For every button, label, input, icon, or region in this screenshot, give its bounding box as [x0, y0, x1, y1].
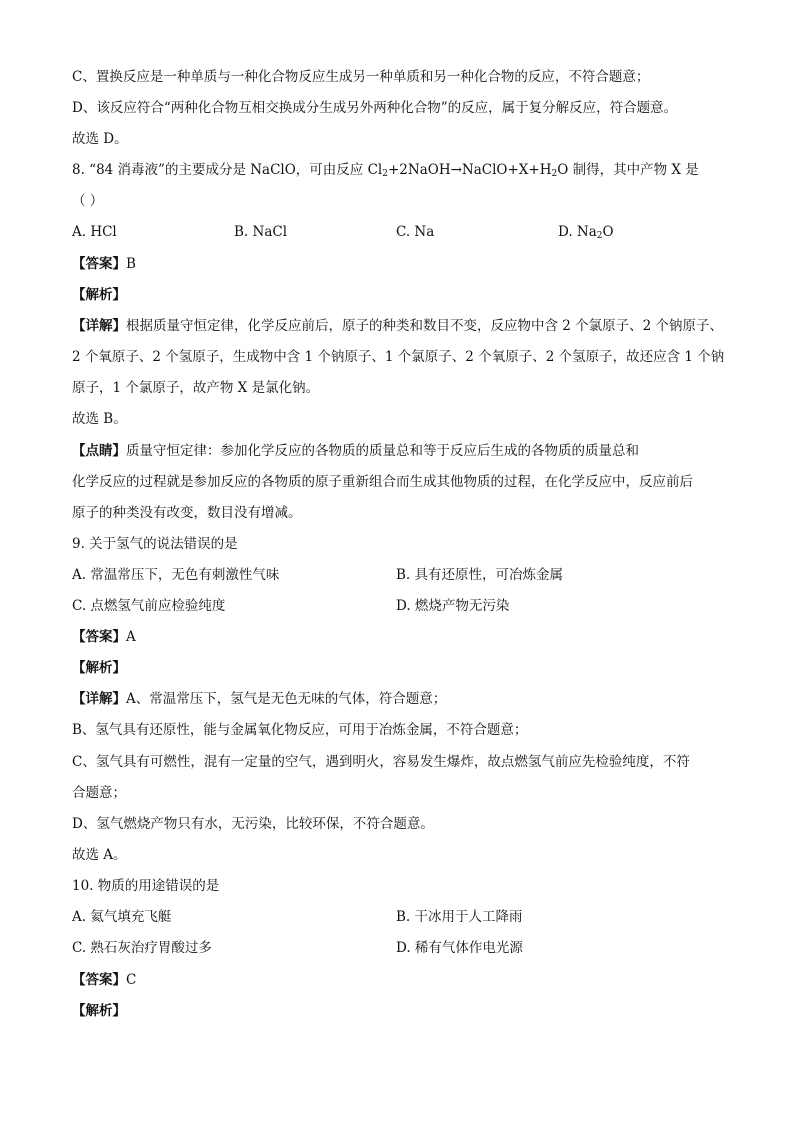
q9-answer-tag: 【答案】 — [72, 629, 126, 645]
q8-cl-subscript: 2 — [382, 169, 388, 179]
q8-h-subscript: 2 — [551, 169, 558, 179]
q8-option-d — [558, 222, 614, 242]
q10-option-a: A. 氦气填充飞艇 — [72, 909, 172, 925]
q9-option-c: C. 点燃氢气前应检验纯度 — [72, 598, 226, 614]
q9-detail-b: B、氢气具有还原性，能与金属氧化物反应，可用于冶炼金属，不符合题意； — [72, 722, 528, 738]
q8-answer-value: B — [126, 256, 136, 272]
prev-option-c-explanation: C、置换反应是一种单质与一种化合物反应生成另一种单质和另一种化合物的反应，不符合题意； — [72, 69, 650, 85]
q8-stem-part-c: O 制得，其中产物 X 是 — [557, 162, 699, 178]
q8-answer-tag: 【答案】 — [72, 256, 126, 272]
q8-detail-line-3: 原子，1 个氯原子，故产物 X 是氯化钠。 — [72, 380, 320, 396]
q9-detail-d: D、氢气燃烧产物只有水，无污染，比较环保，不符合题意。 — [72, 816, 434, 832]
q9-stem: 9. 关于氢气的说法错误的是 — [72, 536, 238, 552]
q8-answer — [72, 254, 136, 274]
q8-option-d-pre: D. Na — [558, 224, 597, 240]
q10-stem: 10. 物质的用途错误的是 — [72, 878, 220, 894]
q8-paren: （ ） — [72, 193, 104, 209]
q8-point-text-1: 质量守恒定律：参加化学反应的各物质的质量总和等于反应后生成的各物质的质量总和 — [126, 443, 639, 459]
q9-detail-tag: 【详解】 — [72, 691, 126, 707]
q10-analysis-tag: 【解析】 — [72, 1003, 126, 1019]
prev-option-d-explanation: D、该反应符合“两种化合物互相交换成分生成另外两种化合物”的反应，属于复分解反应，符合题意。 — [72, 100, 678, 116]
q9-detail-c-line-1: C、氢气具有可燃性，混有一定量的空气，遇到明火，容易发生爆炸，故点燃氢气前应先检验纯度，不符 — [72, 754, 690, 770]
q10-answer-value: C — [126, 972, 137, 988]
q8-option-c: C. Na — [396, 224, 435, 240]
q8-detail-text-1: 根据质量守恒定律，化学反应前后，原子的种类和数目不变，反应物中含 2 个氯原子、2 个钠原子、 — [126, 318, 724, 334]
q9-option-d: D. 燃烧产物无污染 — [396, 598, 510, 614]
q8-option-a: A. HCl — [72, 224, 117, 240]
q8-detail-line-1 — [72, 316, 723, 336]
q8-option-d-subscript: 2 — [596, 231, 603, 241]
q8-choose: 故选 B。 — [72, 411, 127, 427]
q8-point-line-2: 化学反应的过程就是参加反应的各物质的原子重新组合而生成其他物质的过程，在化学反应中，反应前后 — [72, 474, 693, 490]
q9-detail-c-line-2: 合题意； — [72, 785, 126, 801]
q8-point-line-3: 原子的种类没有改变，数目没有增减。 — [72, 505, 302, 521]
q8-stem-part-a: 8. “84 消毒液”的主要成分是 NaClO，可由反应 Cl — [72, 162, 383, 178]
q9-detail-a-text: A、常温常压下，氢气是无色无味的气体，符合题意； — [126, 691, 447, 707]
q8-stem-part-b: +2NaOH→NaClO+X+H — [387, 162, 552, 178]
q10-answer-tag: 【答案】 — [72, 972, 126, 988]
q8-analysis-tag: 【解析】 — [72, 287, 126, 303]
q9-answer-value: A — [126, 629, 136, 645]
prev-choose: 故选 D。 — [72, 131, 128, 147]
q10-option-b: B. 干冰用于人工降雨 — [396, 909, 523, 925]
q8-stem — [72, 160, 699, 180]
q9-detail-a — [72, 689, 446, 709]
q10-answer — [72, 970, 136, 990]
q10-option-d: D. 稀有气体作电光源 — [396, 940, 523, 956]
q8-point-tag: 【点睛】 — [72, 443, 126, 459]
q9-option-b: B. 具有还原性，可冶炼金属 — [396, 567, 564, 583]
q8-point-line-1 — [72, 441, 639, 461]
q8-option-d-post: O — [602, 224, 614, 240]
q10-option-c: C. 熟石灰治疗胃酸过多 — [72, 940, 212, 956]
q8-detail-line-2: 2 个氧原子、2 个氢原子，生成物中含 1 个钠原子、1 个氯原子、2 个氧原子、2 个氢原子，故还应含 1 个钠 — [72, 349, 725, 365]
q9-answer — [72, 627, 136, 647]
q9-option-a: A. 常温常压下，无色有刺激性气味 — [72, 567, 280, 583]
q8-option-b: B. NaCl — [234, 224, 288, 240]
q8-detail-tag: 【详解】 — [72, 318, 126, 334]
q9-choose: 故选 A。 — [72, 847, 127, 863]
q9-analysis-tag: 【解析】 — [72, 660, 126, 676]
